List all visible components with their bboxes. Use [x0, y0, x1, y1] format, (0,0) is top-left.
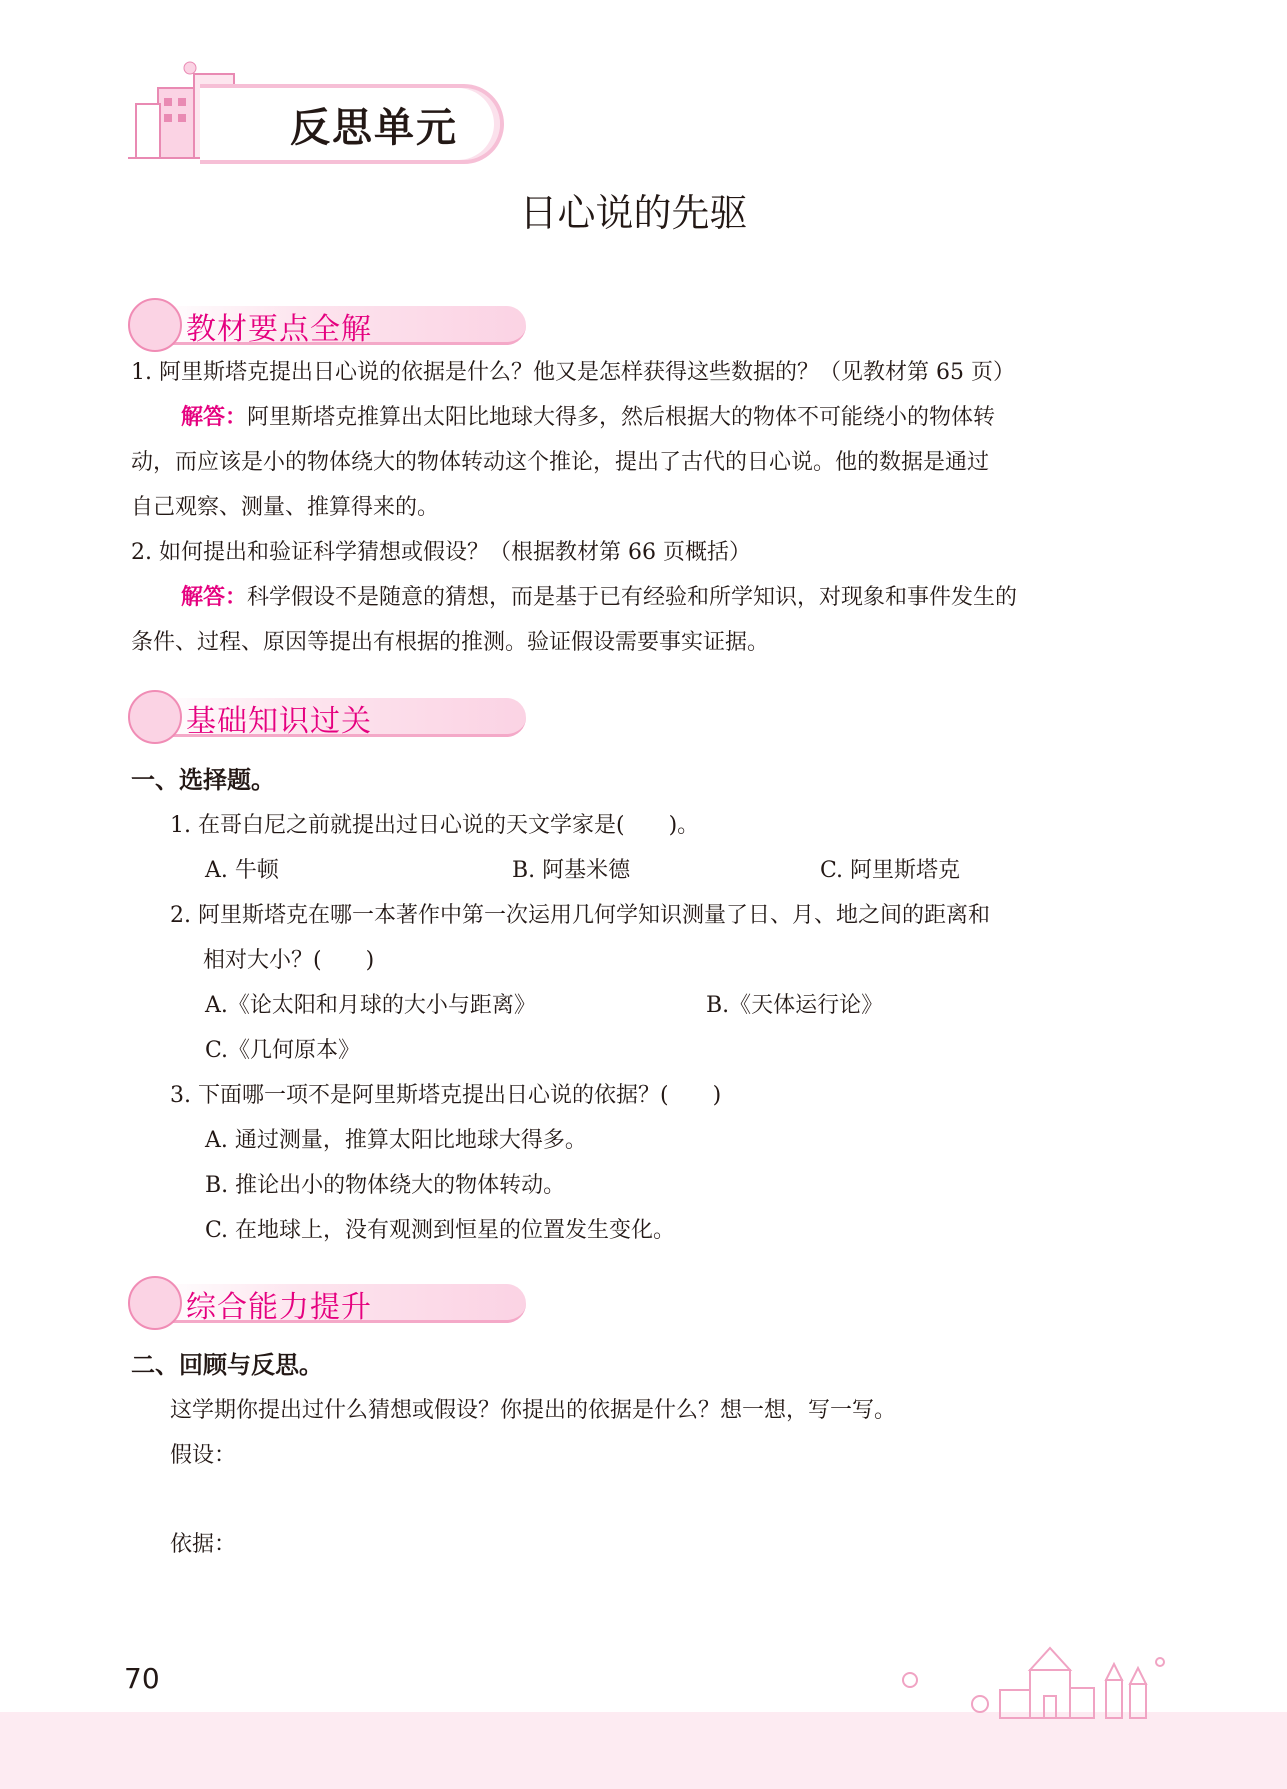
key-question-2: 2. 如何提出和验证科学猜想或假设？（根据教材第 66 页概括）: [131, 540, 751, 565]
key-answer-2-line-1: [181, 575, 1017, 620]
choice-question-2-line-2: 相对大小？( ): [203, 948, 375, 973]
choice-q2-option-b: B.《天体运行论》: [706, 993, 884, 1018]
answer-text: 科学假设不是随意的猜想，而是基于已有经验和所学知识，对现象和事件发生的: [247, 585, 1018, 610]
choice-q2-option-c: C.《几何原本》: [205, 1038, 361, 1063]
lesson-title: [0, 182, 1287, 237]
lesson-title-text: 日心说的先驱: [519, 191, 748, 235]
choice-q3-option-c: C. 在地球上，没有观测到恒星的位置发生变化。: [205, 1218, 676, 1243]
choice-question-3: 3. 下面哪一项不是阿里斯塔克提出日心说的依据？( ): [170, 1083, 722, 1108]
key-answer-2-line-2: 条件、过程、原因等提出有根据的推测。验证假设需要事实证据。: [131, 630, 770, 655]
hypothesis-label: 假设：: [170, 1443, 237, 1468]
page-number: 70: [124, 1662, 160, 1695]
choice-q3-option-b: B. 推论出小的物体绕大的物体转动。: [205, 1173, 566, 1198]
choice-q3-option-a: A. 通过测量，推算太阳比地球大得多。: [205, 1128, 587, 1153]
choice-q1-option-a: A. 牛顿: [205, 858, 279, 883]
reflect-prompt: 这学期你提出过什么猜想或假设？你提出的依据是什么？想一想，写一写。: [170, 1398, 897, 1423]
choice-q1-option-b: B. 阿基米德: [512, 858, 631, 883]
answer-text: 阿里斯塔克推算出太阳比地球大得多，然后根据大的物体不可能绕小的物体转: [247, 405, 996, 430]
choice-q2-option-a: A.《论太阳和月球的大小与距离》: [205, 993, 536, 1018]
section-label: 基础知识过关: [186, 704, 372, 739]
section-label: 综合能力提升: [186, 1290, 372, 1325]
castle-illustration: [880, 1640, 1170, 1720]
book-icon: [128, 298, 182, 352]
answer-label: 解答：: [181, 405, 248, 430]
key-answer-1-line-1: [181, 395, 995, 440]
reflect-heading: 二、回顾与反思。: [131, 1351, 323, 1379]
choice-heading: 一、选择题。: [131, 766, 275, 794]
section-label: 教材要点全解: [186, 312, 372, 347]
monkey-icon: [128, 1276, 182, 1330]
basis-label: 依据：: [170, 1532, 237, 1557]
key-question-1: 1. 阿里斯塔克提出日心说的依据是什么？他又是怎样获得这些数据的？（见教材第 65 页）: [131, 360, 1015, 385]
choice-q1-option-c: C. 阿里斯塔克: [820, 858, 961, 883]
globe-icon: [128, 690, 182, 744]
key-answer-1-line-2: 动，而应该是小的物体绕大的物体转动这个推论，提出了古代的日心说。他的数据是通过: [131, 450, 990, 475]
footer-band: [0, 1712, 1287, 1789]
choice-question-1: 1. 在哥白尼之前就提出过日心说的天文学家是( )。: [170, 813, 700, 838]
choice-question-2-line-1: 2. 阿里斯塔克在哪一本著作中第一次运用几何学知识测量了日、月、地之间的距离和: [170, 903, 990, 928]
answer-label: 解答：: [181, 585, 248, 610]
unit-title: 反思单元: [290, 105, 458, 151]
key-answer-1-line-3: 自己观察、测量、推算得来的。: [131, 495, 440, 520]
